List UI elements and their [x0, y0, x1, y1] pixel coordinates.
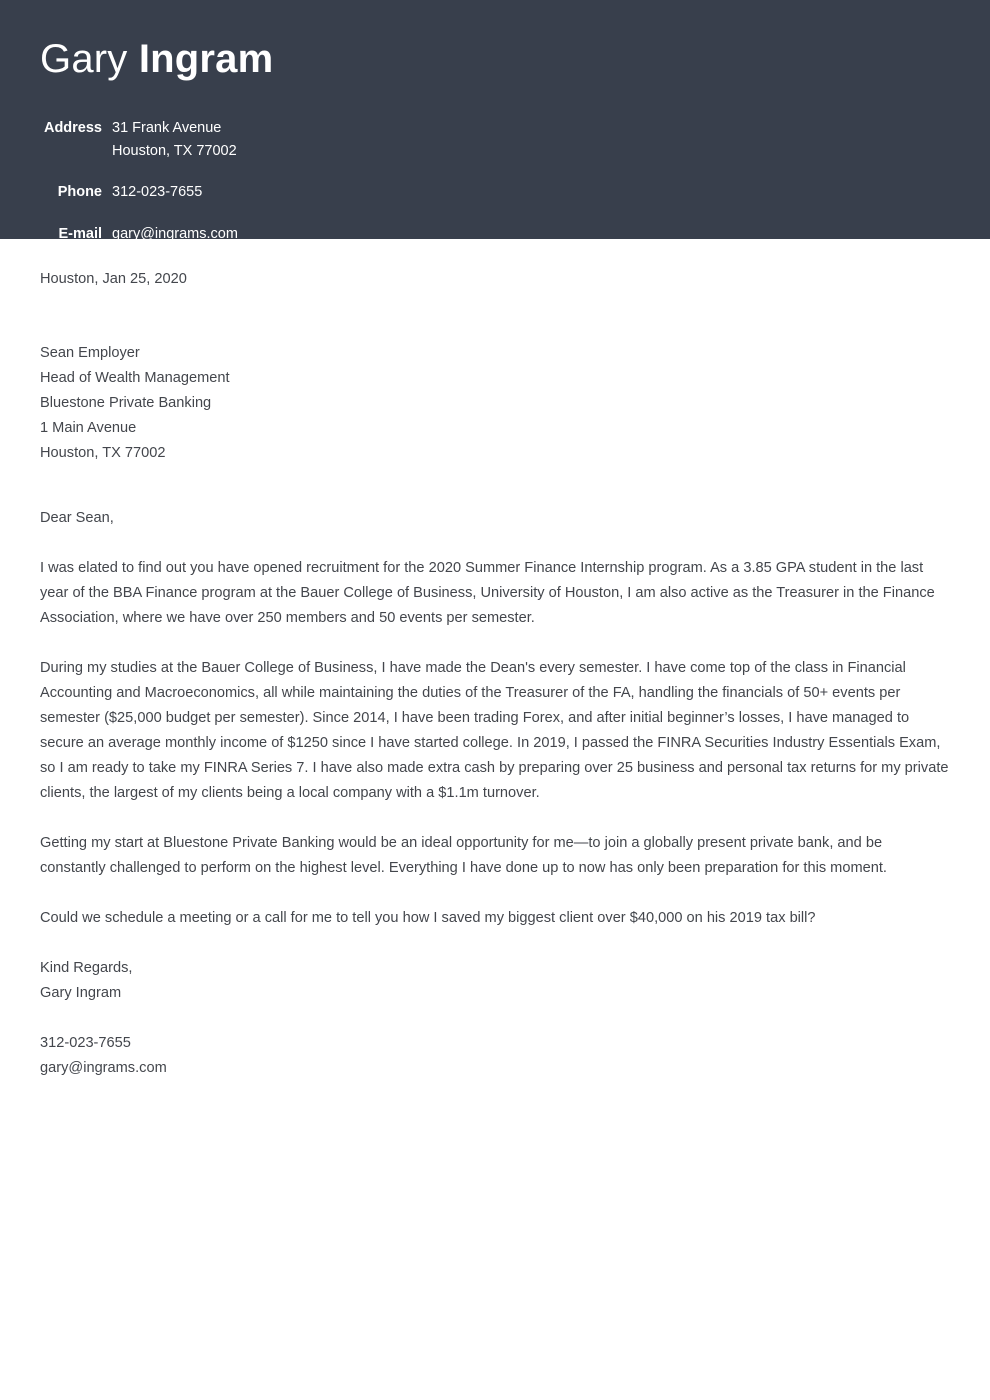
contact-label-blank: [40, 140, 112, 162]
letter-paragraph-2: During my studies at the Bauer College of Business, I have made the Dean's every semester. I have come top of the class in Financial Accounting and Macroeconomics, all while maintaining the duties of the Treasurer of the FA, handling the financials of 50+ events per semester ($25,000 budget per semester). Since 2014, I have been trading Forex, and after initial beginner’s losses, I have managed to secure an average monthly income of $1250 since I have started college. In 2019, I passed the FINRA Securities Industry Essentials Exam, so I am ready to take my FINRA Series 7. I have also made extra cash by preparing over 25 business and personal tax returns for my private clients, the largest of my clients being a local company with a $1.1m turnover.: [40, 660, 949, 801]
signoff-email[interactable]: gary@ingrams.com: [40, 1060, 167, 1076]
recipient-company: Bluestone Private Banking: [40, 395, 212, 411]
letter-body: [0, 239, 990, 1081]
contact-details-table: [40, 117, 238, 245]
contact-value-phone[interactable]: 312-023-7655: [112, 184, 203, 201]
letter-closing-block: [40, 931, 950, 1006]
recipient-name: Sean Employer: [40, 345, 140, 361]
spacer-cell: [40, 204, 112, 223]
signoff-contact-block: [40, 1006, 950, 1081]
spacer-cell: [112, 162, 238, 181]
recipient-city: Houston, TX 77002: [40, 445, 166, 461]
applicant-first-name: Gary: [40, 37, 128, 81]
letter-salutation: Dear Sean,: [40, 510, 114, 526]
contact-row-address-city: [40, 140, 238, 162]
contact-row-address: [40, 117, 238, 139]
contact-row-phone: [40, 181, 238, 203]
spacer-cell: [112, 204, 238, 223]
signature-name: Gary Ingram: [40, 985, 122, 1001]
letter-paragraph-4: Could we schedule a meeting or a call for me to tell you how I saved my biggest client over $40,000 on his 2019 tax bill?: [40, 910, 816, 926]
contact-value-address-street: 31 Frank Avenue: [112, 120, 222, 137]
signoff-phone[interactable]: 312-023-7655: [40, 1035, 131, 1051]
contact-label-phone: Phone: [57, 184, 102, 201]
letter-paragraph-3: Getting my start at Bluestone Private Banking would be an ideal opportunity for me—to join a globally present private bank, and be constantly challenged to perform on the highest level. Everything I have done up to now has only been preparation for this moment.: [40, 835, 887, 876]
contact-value-email[interactable]: gary@ingrams.com: [112, 225, 238, 242]
contact-row-email: [40, 223, 238, 245]
applicant-last-name: Ingram: [138, 37, 274, 81]
letter-paragraph-1: I was elated to find out you have opened recruitment for the 2020 Summer Finance Internship program. As a 3.85 GPA student in the last year of the BBA Finance program at the Bauer College of Business, University of Houston, I am also active as the Treasurer in the Finance Association, where we have over 250 members and 50 events per semester.: [40, 560, 935, 626]
contact-spacer-1: [40, 162, 238, 181]
applicant-name: [40, 38, 950, 81]
recipient-street: 1 Main Avenue: [40, 420, 137, 436]
letter-header: [0, 0, 990, 242]
contact-label-address: Address: [43, 120, 102, 137]
contact-label-email: E-mail: [58, 225, 102, 242]
letter-date: Houston, Jan 25, 2020: [40, 271, 187, 287]
recipient-address-block: [40, 292, 950, 466]
closing-salutation: Kind Regards,: [40, 960, 133, 976]
recipient-title: Head of Wealth Management: [40, 370, 230, 386]
contact-spacer-2: [40, 204, 238, 223]
name-space: [127, 37, 138, 81]
contact-value-address-city: Houston, TX 77002: [112, 142, 237, 159]
spacer-cell: [40, 162, 112, 181]
